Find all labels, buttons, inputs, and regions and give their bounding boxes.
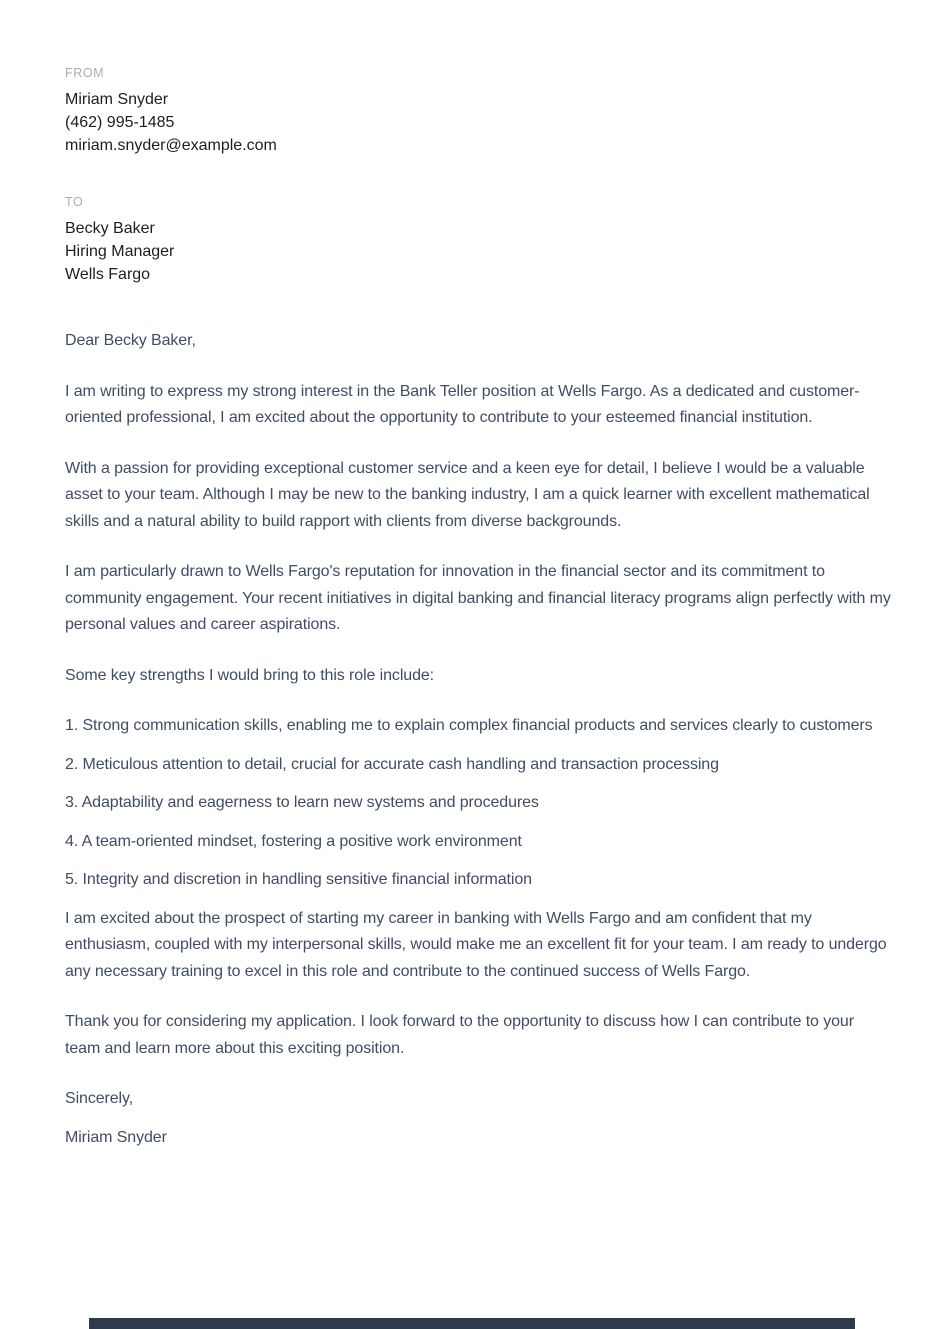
recipient-name: Becky Baker — [65, 220, 155, 237]
greeting: Dear Becky Baker, — [65, 332, 196, 349]
letter-paragraph: I am excited about the prospect of starting my career in banking with Wells Fargo and am confident that my enthusiasm, coupled with my interpersonal skills, would make me an excellent fit for your team. I am ready to undergo any necessary training to excel in this role and contribute to the continued success of Wells Fargo. — [65, 909, 887, 980]
page-footer-bar — [89, 1318, 855, 1329]
recipient-block — [65, 195, 893, 286]
letter-paragraph: With a passion for providing exceptional customer service and a keen eye for detail, I believe I would be a valuable asset to your team. Although I may be new to the banking industry, I am a quick learner with excellent mathematical skills and a natural ability to build rapport with clients from diverse backgrounds. — [65, 459, 870, 530]
strength-item: 3. Adaptability and eagerness to learn new systems and procedures — [65, 794, 539, 811]
sender-name: Miriam Snyder — [65, 91, 169, 108]
from-label: FROM — [65, 66, 105, 80]
strength-item: 4. A team-oriented mindset, fostering a positive work environment — [65, 832, 522, 850]
strengths-list — [65, 713, 893, 894]
letter-body — [65, 328, 893, 1151]
to-label: TO — [65, 195, 84, 209]
letter-paragraph: Thank you for considering my application. I look forward to the opportunity to discuss how I can contribute to your team and learn more about this exciting position. — [65, 1013, 854, 1057]
recipient-company: Wells Fargo — [65, 266, 151, 283]
strength-item: 1. Strong communication skills, enabling me to explain complex financial products and services clearly to customers — [65, 717, 873, 734]
letter-paragraph: I am writing to express my strong interest in the Bank Teller position at Wells Fargo. As a dedicated and customer-oriented professional, I am excited about the opportunity to contribute to your esteemed financial institution. — [65, 382, 860, 426]
sender-block — [65, 66, 893, 157]
strength-item: 2. Meticulous attention to detail, crucial for accurate cash handling and transaction processing — [65, 755, 719, 773]
sender-phone: (462) 995-1485 — [65, 114, 175, 131]
strength-item: 5. Integrity and discretion in handling sensitive financial information — [65, 871, 532, 888]
strengths-intro: Some key strengths I would bring to this role include: — [65, 666, 435, 684]
letter-paragraph: I am particularly drawn to Wells Fargo's reputation for innovation in the financial sector and its commitment to community engagement. Your recent initiatives in digital banking and financial literacy programs align perfectly with my personal values and career aspirations. — [65, 563, 891, 633]
sign-off: Sincerely, — [65, 1090, 134, 1107]
sender-email: miriam.snyder@example.com — [65, 137, 277, 154]
signature-name: Miriam Snyder — [65, 1128, 167, 1146]
recipient-title: Hiring Manager — [65, 243, 175, 260]
